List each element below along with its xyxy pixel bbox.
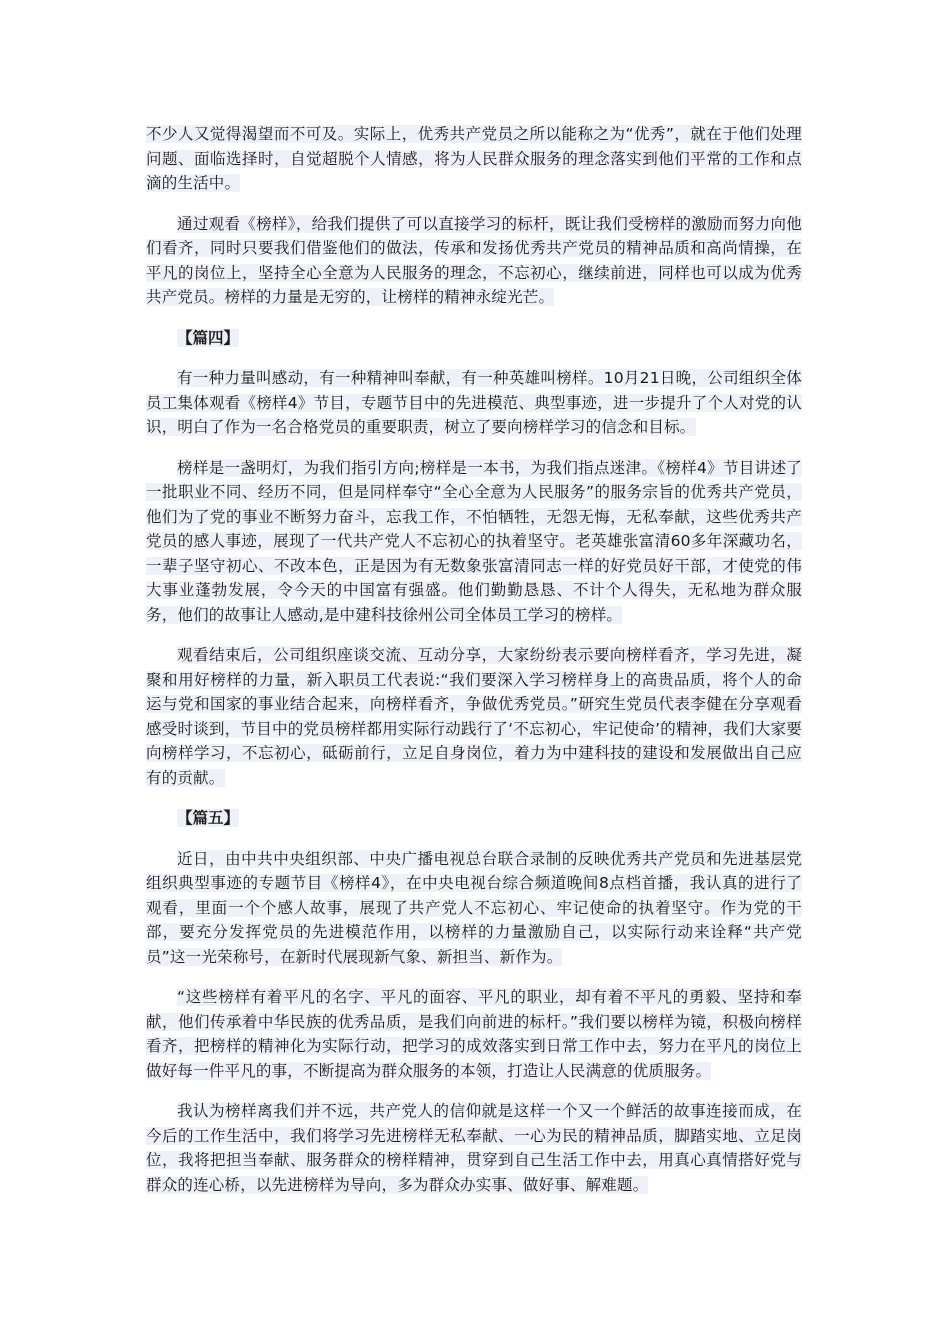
paragraph-2-text: 通过观看《榜样》，给我们提供了可以直接学习的标杆，既让我们受榜样的激励而努力向他们看齐，同时只要我们借鉴他们的做法，传承和发扬优秀共产党员的精神品质和高尚情操，在平凡的岗位上，坚持全心全意为人民服务的理念，不忘初心，继续前进，同样也可以成为优秀共产党员。榜样的力量是无穷的，让榜样的精神永绽光芒。 xyxy=(146,214,802,306)
section-heading-4-text: 【篇四】 xyxy=(177,328,240,347)
section-heading-4 xyxy=(146,326,802,351)
paragraph-4-text: 榜样是一盏明灯，为我们指引方向;榜样是一本书，为我们指点迷津。《榜样4》节目讲述了一批职业不同、经历不同，但是同样奉守“全心全意为人民服务”的服务宗旨的优秀共产党员，他们为了党的事业不断努力奋斗，忘我工作，不怕牺牲，无怨无悔，无私奉献，这些优秀共产党员的感人事迹，展现了一代共产党人不忘初心的执着坚守。老英雄张富清60多年深藏功名，一辈子坚守初心、不改本色，正是因为有无数象张富清同志一样的好党员好干部，才使党的伟大事业蓬勃发展，令今天的中国富有强盛。他们勤勤恳恳、不计个人得失，无私地为群众服务，他们的故事让人感动,是中建科技徐州公司全体员工学习的榜样。 xyxy=(146,458,802,624)
paragraph-1 xyxy=(146,122,802,196)
paragraph-3-text: 有一种力量叫感动，有一种精神叫奉献，有一种英雄叫榜样。10月21日晚，公司组织全体员工集体观看《榜样4》节目，专题节目中的先进模范、典型事迹，进一步提升了个人对党的认识，明白了作为一名合格党员的重要职责，树立了要向榜样学习的信念和目标。 xyxy=(146,369,802,436)
paragraph-6 xyxy=(146,847,802,970)
paragraph-5-text: 观看结束后，公司组织座谈交流、互动分享，大家纷纷表示要向榜样看齐，学习先进，凝聚和用好榜样的力量，新入职员工代表说:“我们要深入学习榜样身上的高贵品质，将个人的命运与党和国家的事业结合起来，向榜样看齐，争做优秀党员。”研究生党员代表李健在分享观看感受时谈到，节目中的党员榜样都用实际行动践行了‘不忘初心，牢记使命’的精神，我们大家要向榜样学习，不忘初心，砥砺前行，立足自身岗位，着力为中建科技的建设和发展做出自己应有的贡献。 xyxy=(146,646,802,787)
paragraph-7-text: “这些榜样有着平凡的名字、平凡的面容、平凡的职业，却有着不平凡的勇毅、坚持和奉献，他们传承着中华民族的优秀品质，是我们向前进的标杆。”我们要以榜样为镜，积极向榜样看齐，把榜样的精神化为实际行动，把学习的成效落实到日常工作中去，努力在平凡的岗位上做好每一件平凡的事，不断提高为群众服务的本领，打造让人民满意的优质服务。 xyxy=(146,988,802,1080)
paragraph-5 xyxy=(146,643,802,790)
paragraph-6-text: 近日，由中共中央组织部、中央广播电视总台联合录制的反映优秀共产党员和先进基层党组织典型事迹的专题节目《榜样4》，在中央电视台综合频道晚间8点档首播，我认真的进行了观看，里面一个个感人故事，展现了共产党人不忘初心、牢记使命的执着坚守。作为党的干部，要充分发挥党员的先进模范作用，以榜样的力量激励自己，以实际行动来诠释“共产党员”这一光荣称号，在新时代展现新气象、新担当、新作为。 xyxy=(146,849,802,966)
paragraph-7 xyxy=(146,985,802,1083)
section-heading-5 xyxy=(146,806,802,831)
paragraph-3 xyxy=(146,366,802,440)
paragraph-1-text: 不少人又觉得渴望而不可及。实际上，优秀共产党员之所以能称之为“优秀”，就在于他们处理问题、面临选择时，自觉超脱个人情感，将为人民群众服务的理念落实到他们平常的工作和点滴的生活中。 xyxy=(146,125,802,192)
paragraph-8 xyxy=(146,1099,802,1197)
section-heading-5-text: 【篇五】 xyxy=(177,809,240,827)
paragraph-8-text: 我认为榜样离我们并不远，共产党人的信仰就是这样一个又一个鲜活的故事连接而成，在今后的工作生活中，我们将学习先进榜样无私奉献、一心为民的精神品质，脚踏实地、立足岗位，我将把担当奉献、服务群众的榜样精神，贯穿到自己生活工作中去，用真心真情搭好党与群众的连心桥，以先进榜样为导向，多为群众办实事、做好事、解难题。 xyxy=(146,1102,802,1194)
paragraph-2 xyxy=(146,212,802,310)
paragraph-4 xyxy=(146,456,802,628)
